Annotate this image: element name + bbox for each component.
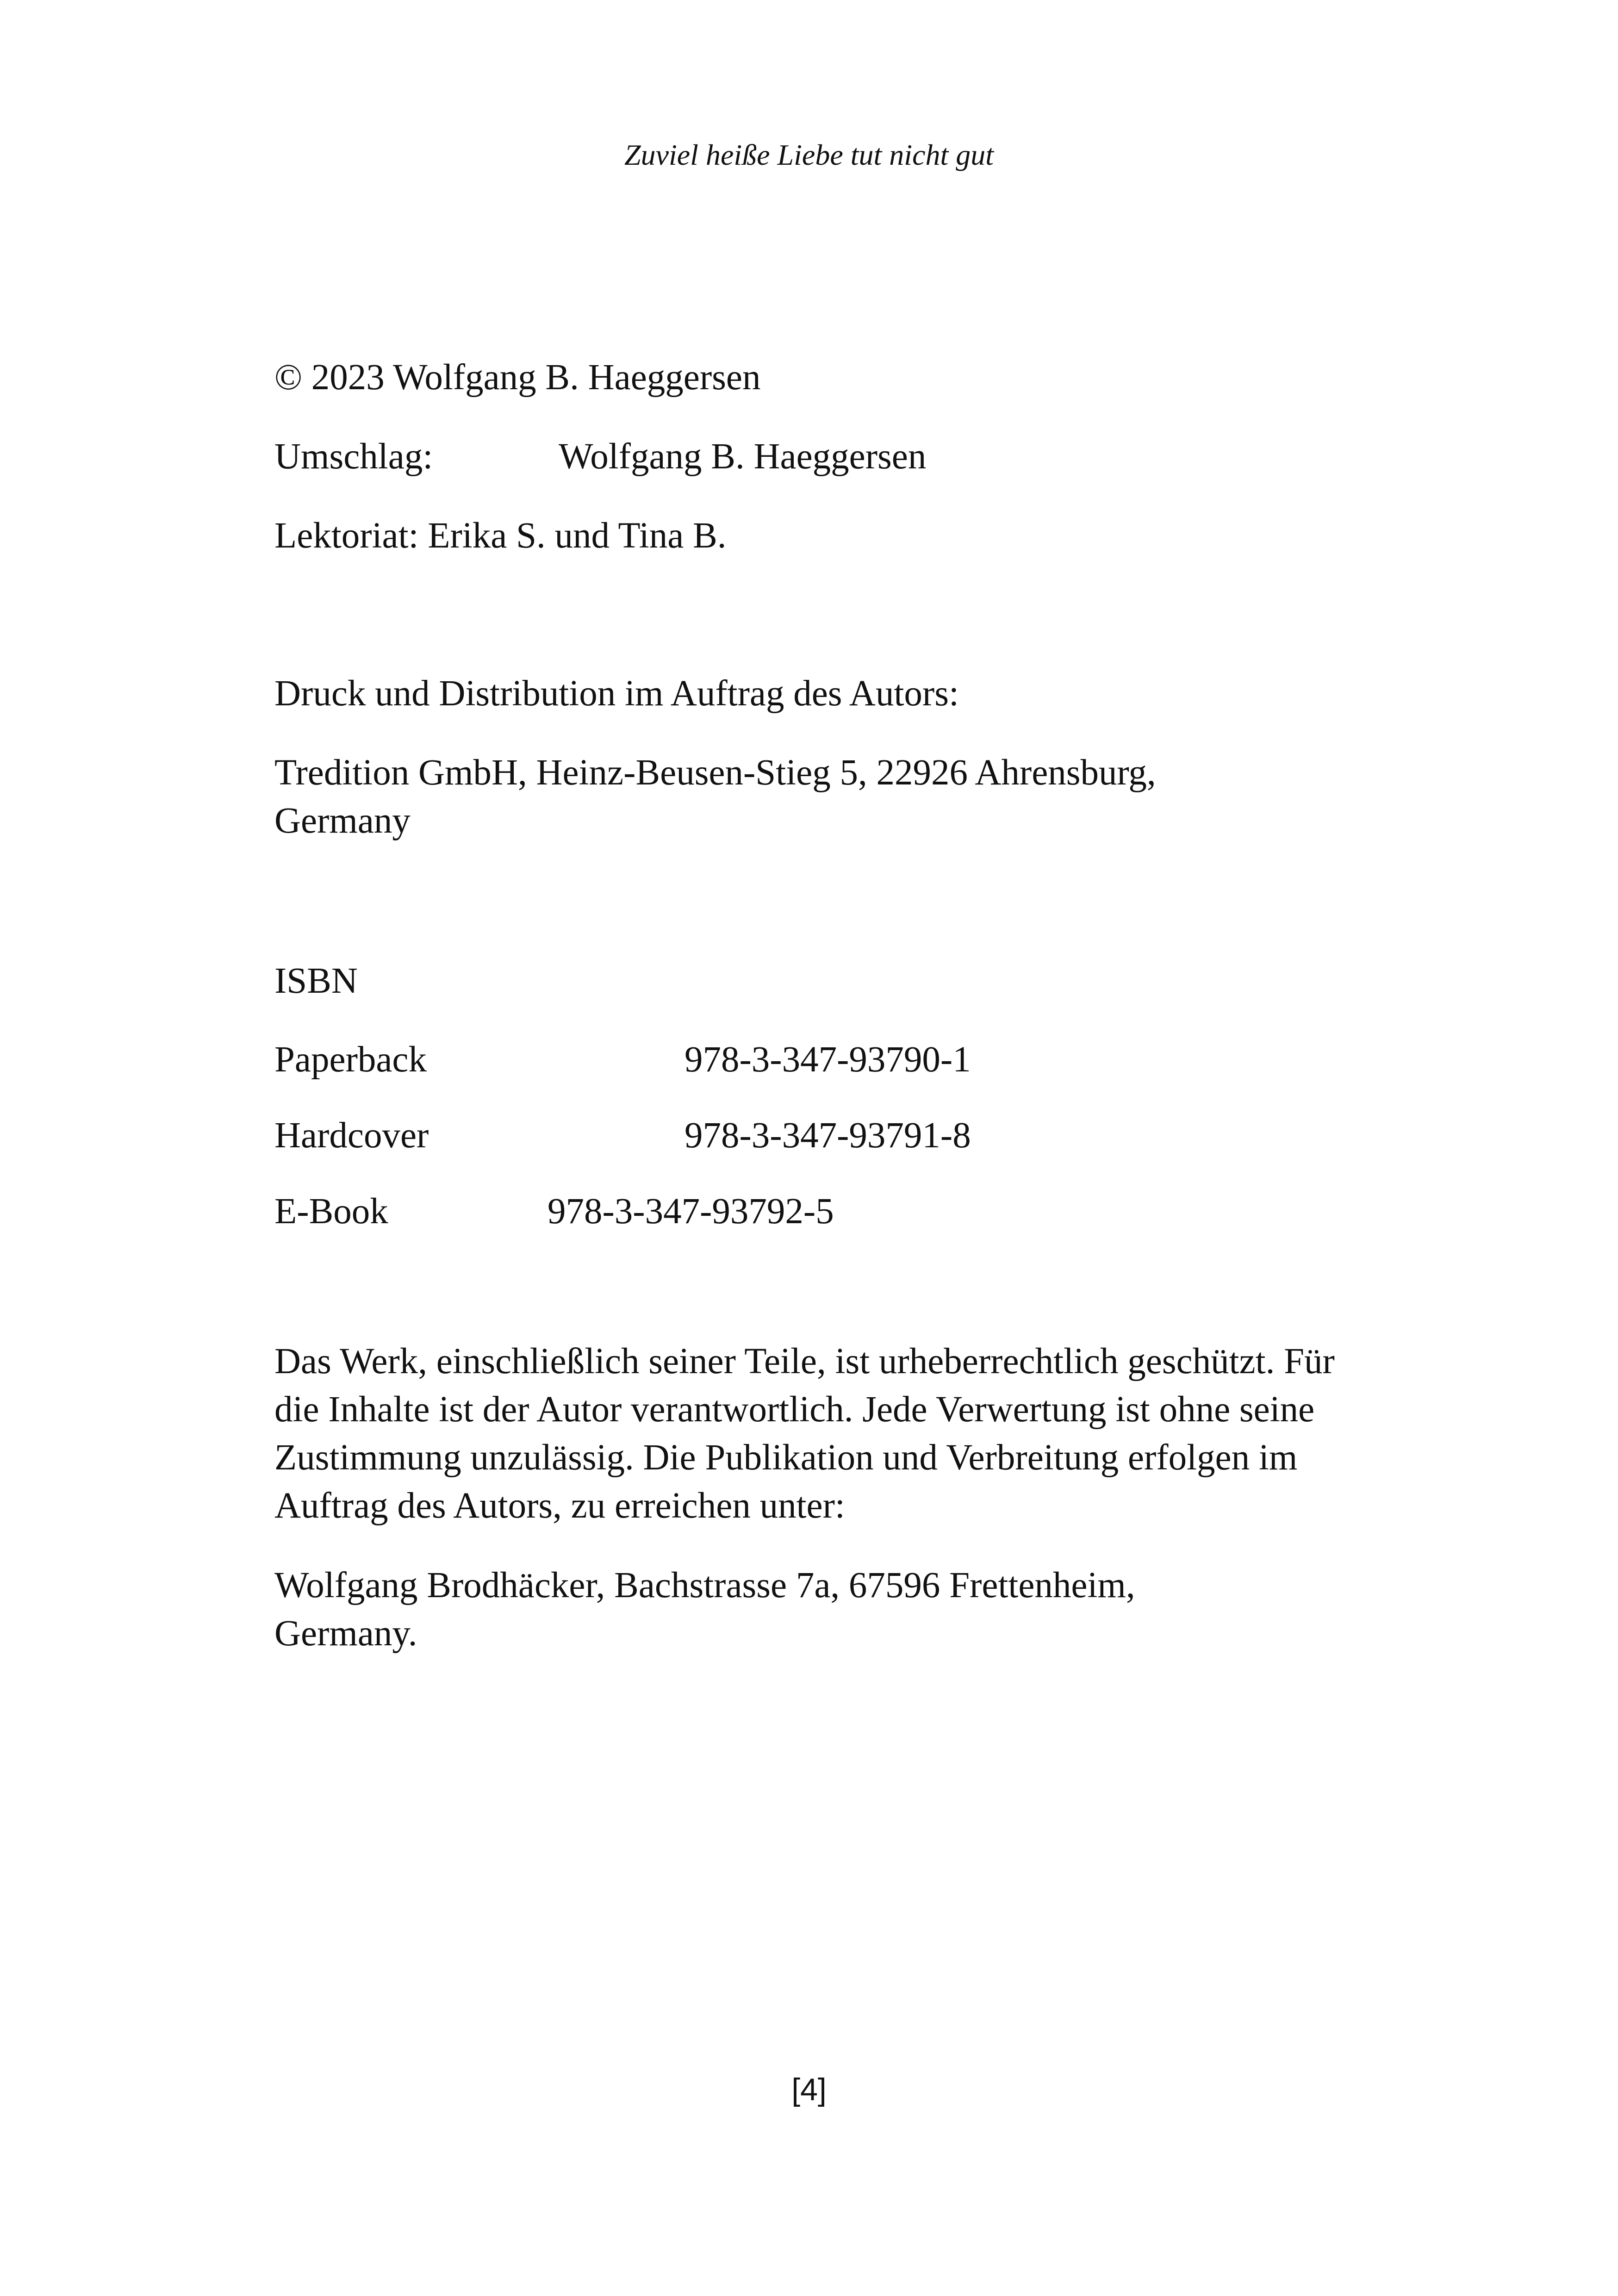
cover-label: Umschlag: [274, 436, 433, 477]
isbn-number: 978-3-347-93790-1 [685, 1039, 971, 1080]
isbn-row-paperback [274, 1036, 971, 1084]
running-title: Zuviel heiße Liebe tut nicht gut [624, 138, 994, 171]
page-number: [4] [791, 2072, 827, 2107]
isbn-heading: ISBN [274, 961, 358, 1001]
isbn-number: 978-3-347-93792-5 [548, 1191, 834, 1232]
isbn-number: 978-3-347-93791-8 [685, 1115, 971, 1156]
isbn-row-hardcover [274, 1112, 971, 1160]
cover-value: Wolfgang B. Haeggersen [559, 436, 927, 477]
isbn-format: Paperback [274, 1039, 427, 1080]
isbn-format: E-Book [274, 1191, 388, 1232]
editing-credit: Lektoriat: Erika S. und Tina B. [274, 516, 727, 556]
cover-credit [274, 433, 927, 481]
author-address: Wolfgang Brodhäcker, Bachstrasse 7a, 67596 Frettenheim, Germany. [274, 1565, 1135, 1654]
isbn-format: Hardcover [274, 1115, 429, 1156]
isbn-row-ebook [274, 1188, 834, 1236]
copyright-notice: Das Werk, einschließlich seiner Teile, ist urheberrechtlich geschützt. Für die Inhalte ist der Autor verantwortlich. Jede Verwertung ist ohne seine Zustimmung unzulässig. Die Publikation und Verbreitung erfolgen im Auftrag des Autors, zu erreichen unter: [274, 1341, 1335, 1526]
copyright-line: © 2023 Wolfgang B. Haeggersen [274, 357, 761, 398]
publisher-address: Tredition GmbH, Heinz-Beusen-Stieg 5, 22926 Ahrensburg, Germany [274, 753, 1156, 841]
print-distribution-heading: Druck und Distribution im Auftrag des Autors: [274, 673, 959, 714]
